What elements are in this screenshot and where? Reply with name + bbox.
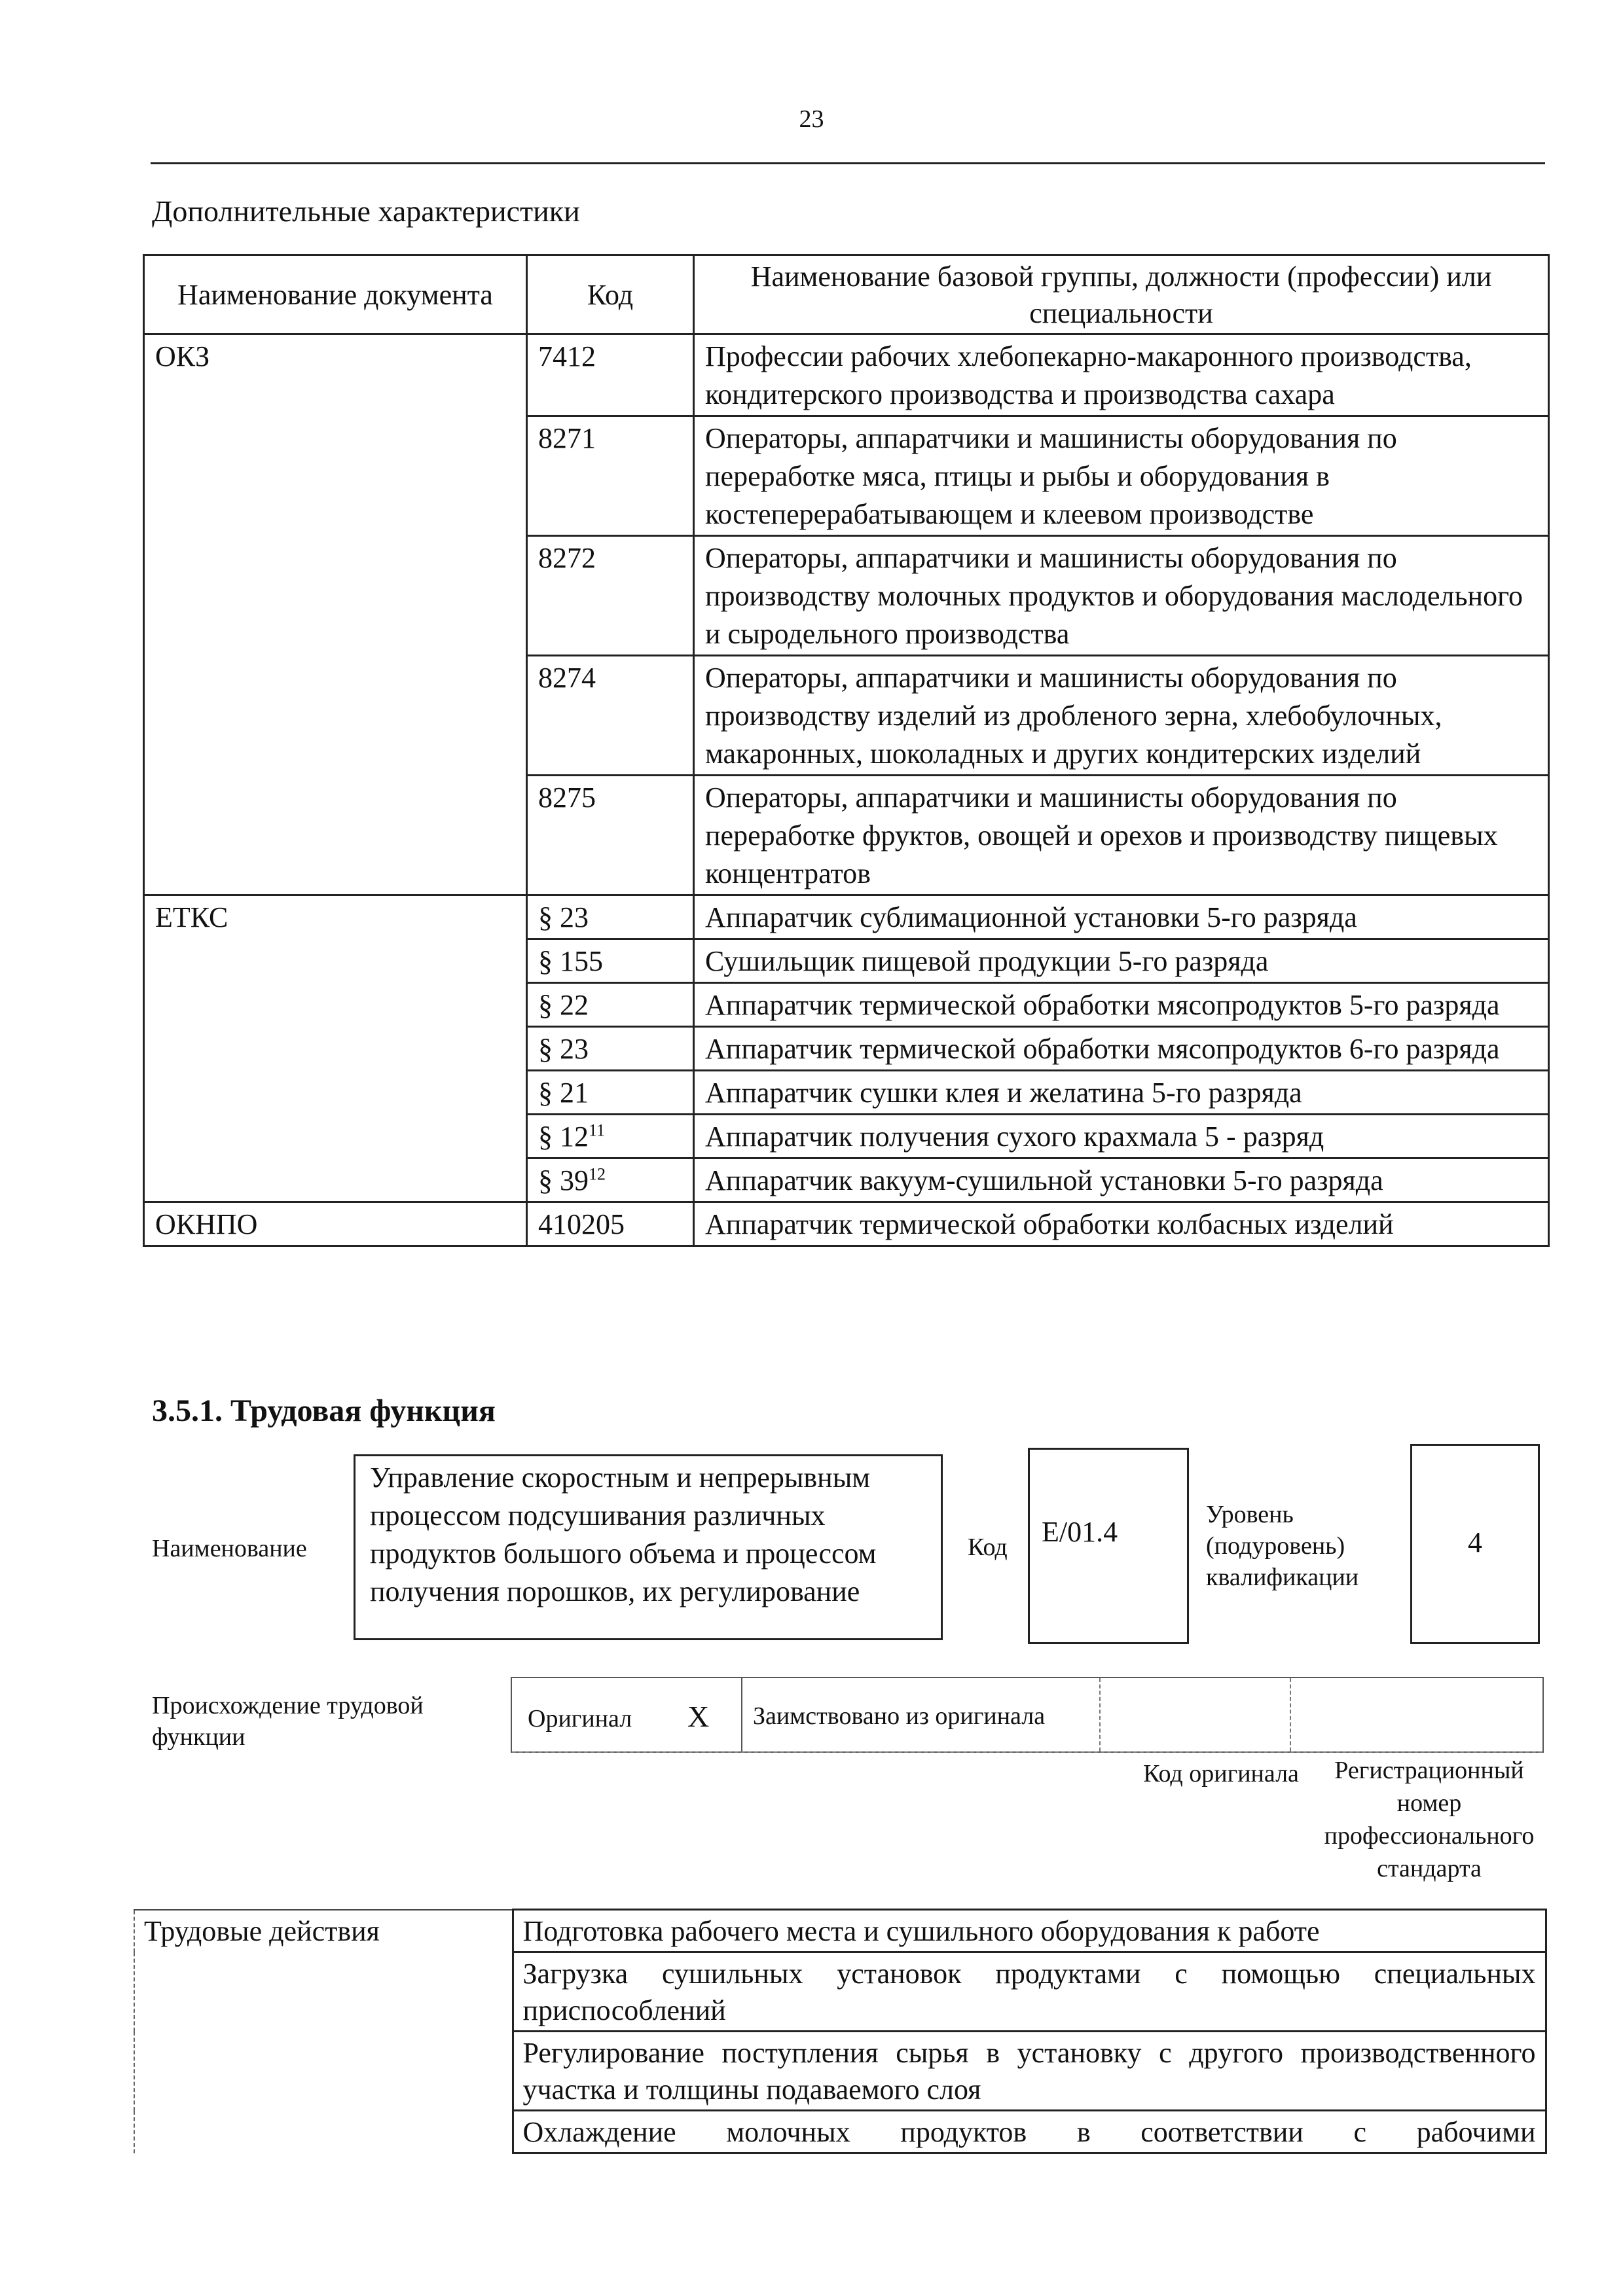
code-cell: 8274	[527, 656, 694, 776]
page-number: 23	[799, 105, 824, 133]
name-cell: Операторы, аппаратчики и машинисты оборудования по переработке фруктов, овощей и орехов и производству пищевых концентратов	[694, 776, 1549, 895]
code-cell: 8271	[527, 416, 694, 536]
header-doc: Наименование документа	[144, 255, 527, 334]
code-cell: § 22	[527, 983, 694, 1027]
function-code-label: Код	[968, 1534, 1008, 1561]
header-rule	[151, 162, 1545, 164]
original-label: Оригинал	[528, 1705, 632, 1732]
reg-number-caption: Регистрационный номер профессионального стандарта	[1324, 1757, 1535, 1882]
divider	[1290, 1678, 1291, 1751]
name-cell: Профессии рабочих хлебопекарно-макаронного производства, кондитерского производства и производства сахара	[694, 334, 1549, 416]
name-cell: Аппаратчик термической обработки мясопродуктов 5-го разряда	[694, 983, 1549, 1027]
function-name-box: Управление скоростным и непрерывным процессом подсушивания различных продуктов большого объема и процессом получения порошков, их регулирование	[354, 1454, 943, 1640]
action-item: Подготовка рабочего места и сушильного оборудования к работе	[513, 1910, 1546, 1952]
name-cell: Операторы, аппаратчики и машинисты оборудования по производству молочных продуктов и оборудования маслодельного и сыродельного производства	[694, 536, 1549, 656]
table-row	[144, 1202, 1549, 1246]
name-cell: Аппаратчик термической обработки мясопродуктов 6-го разряда	[694, 1027, 1549, 1071]
table-header-row	[144, 255, 1549, 334]
additional-characteristics-table	[143, 254, 1550, 1247]
additional-caption: Дополнительные характеристики	[152, 194, 580, 228]
name-cell: Операторы, аппаратчики и машинисты оборудования по производству изделий из дробленого зерна, хлебобулочных, макаронных, шоколадных и других кондитерских изделий	[694, 656, 1549, 776]
name-cell: Аппаратчик сублимационной установки 5-го разряда	[694, 895, 1549, 939]
code-cell: § 23	[527, 1027, 694, 1071]
function-name-label: Наименование	[152, 1535, 307, 1562]
code-cell	[527, 1158, 694, 1202]
action-item: Охлаждение молочных продуктов в соответствии с рабочими	[513, 2111, 1546, 2153]
table-row	[144, 334, 1549, 416]
code-cell: § 23	[527, 895, 694, 939]
name-cell: Сушильщик пищевой продукции 5-го разряда	[694, 939, 1549, 983]
code-cell: 7412	[527, 334, 694, 416]
code-original-caption: Код оригинала	[1143, 1760, 1299, 1787]
original-mark: X	[687, 1700, 710, 1733]
header-name: Наименование базовой группы, должности (профессии) или специальности	[694, 255, 1549, 334]
code-cell: 410205	[527, 1202, 694, 1246]
level-box: 4	[1410, 1444, 1540, 1644]
code-cell	[527, 1115, 694, 1158]
action-item: Загрузка сушильных установок продуктами с помощью специальных приспособлений	[513, 1952, 1546, 2032]
name-cell: Операторы, аппаратчики и машинисты оборудования по переработке мяса, птицы и рыбы и оборудования в костеперерабатывающем и клеевом производстве	[694, 416, 1549, 536]
level-label: Уровень (подуровень) квалификации	[1206, 1501, 1359, 1591]
footnote-ref: 12	[589, 1164, 606, 1184]
doc-cell: ЕТКС	[144, 895, 527, 1202]
table-row	[134, 1910, 1546, 1952]
origin-label: Происхождение трудовой функции	[152, 1692, 424, 1751]
name-cell: Аппаратчик получения сухого крахмала 5 - разряд	[694, 1115, 1549, 1158]
divider	[512, 1751, 1542, 1753]
action-item: Регулирование поступления сырья в установку с другого производственного участка и толщины подаваемого слоя	[513, 2032, 1546, 2111]
name-cell: Аппаратчик термической обработки колбасных изделий	[694, 1202, 1549, 1246]
code-text: § 39	[538, 1164, 589, 1196]
footnote-ref: 11	[589, 1121, 606, 1140]
code-cell: 8275	[527, 776, 694, 895]
divider	[1099, 1678, 1101, 1751]
actions-label: Трудовые действия	[134, 1910, 513, 2153]
header-code: Код	[527, 255, 694, 334]
borrowed-label: Заимствовано из оригинала	[753, 1702, 1046, 1730]
name-cell: Аппаратчик сушки клея и желатина 5-го разряда	[694, 1071, 1549, 1115]
labor-actions-table	[134, 1909, 1547, 2154]
name-cell: Аппаратчик вакуум-сушильной установки 5-го разряда	[694, 1158, 1549, 1202]
section-heading: 3.5.1. Трудовая функция	[152, 1393, 496, 1428]
code-text: § 12	[538, 1121, 589, 1153]
table-row	[144, 895, 1549, 939]
code-cell: § 155	[527, 939, 694, 983]
doc-cell: ОКНПО	[144, 1202, 527, 1246]
code-cell: § 21	[527, 1071, 694, 1115]
function-code-box: E/01.4	[1028, 1448, 1189, 1644]
code-cell: 8272	[527, 536, 694, 656]
doc-cell: ОКЗ	[144, 334, 527, 895]
